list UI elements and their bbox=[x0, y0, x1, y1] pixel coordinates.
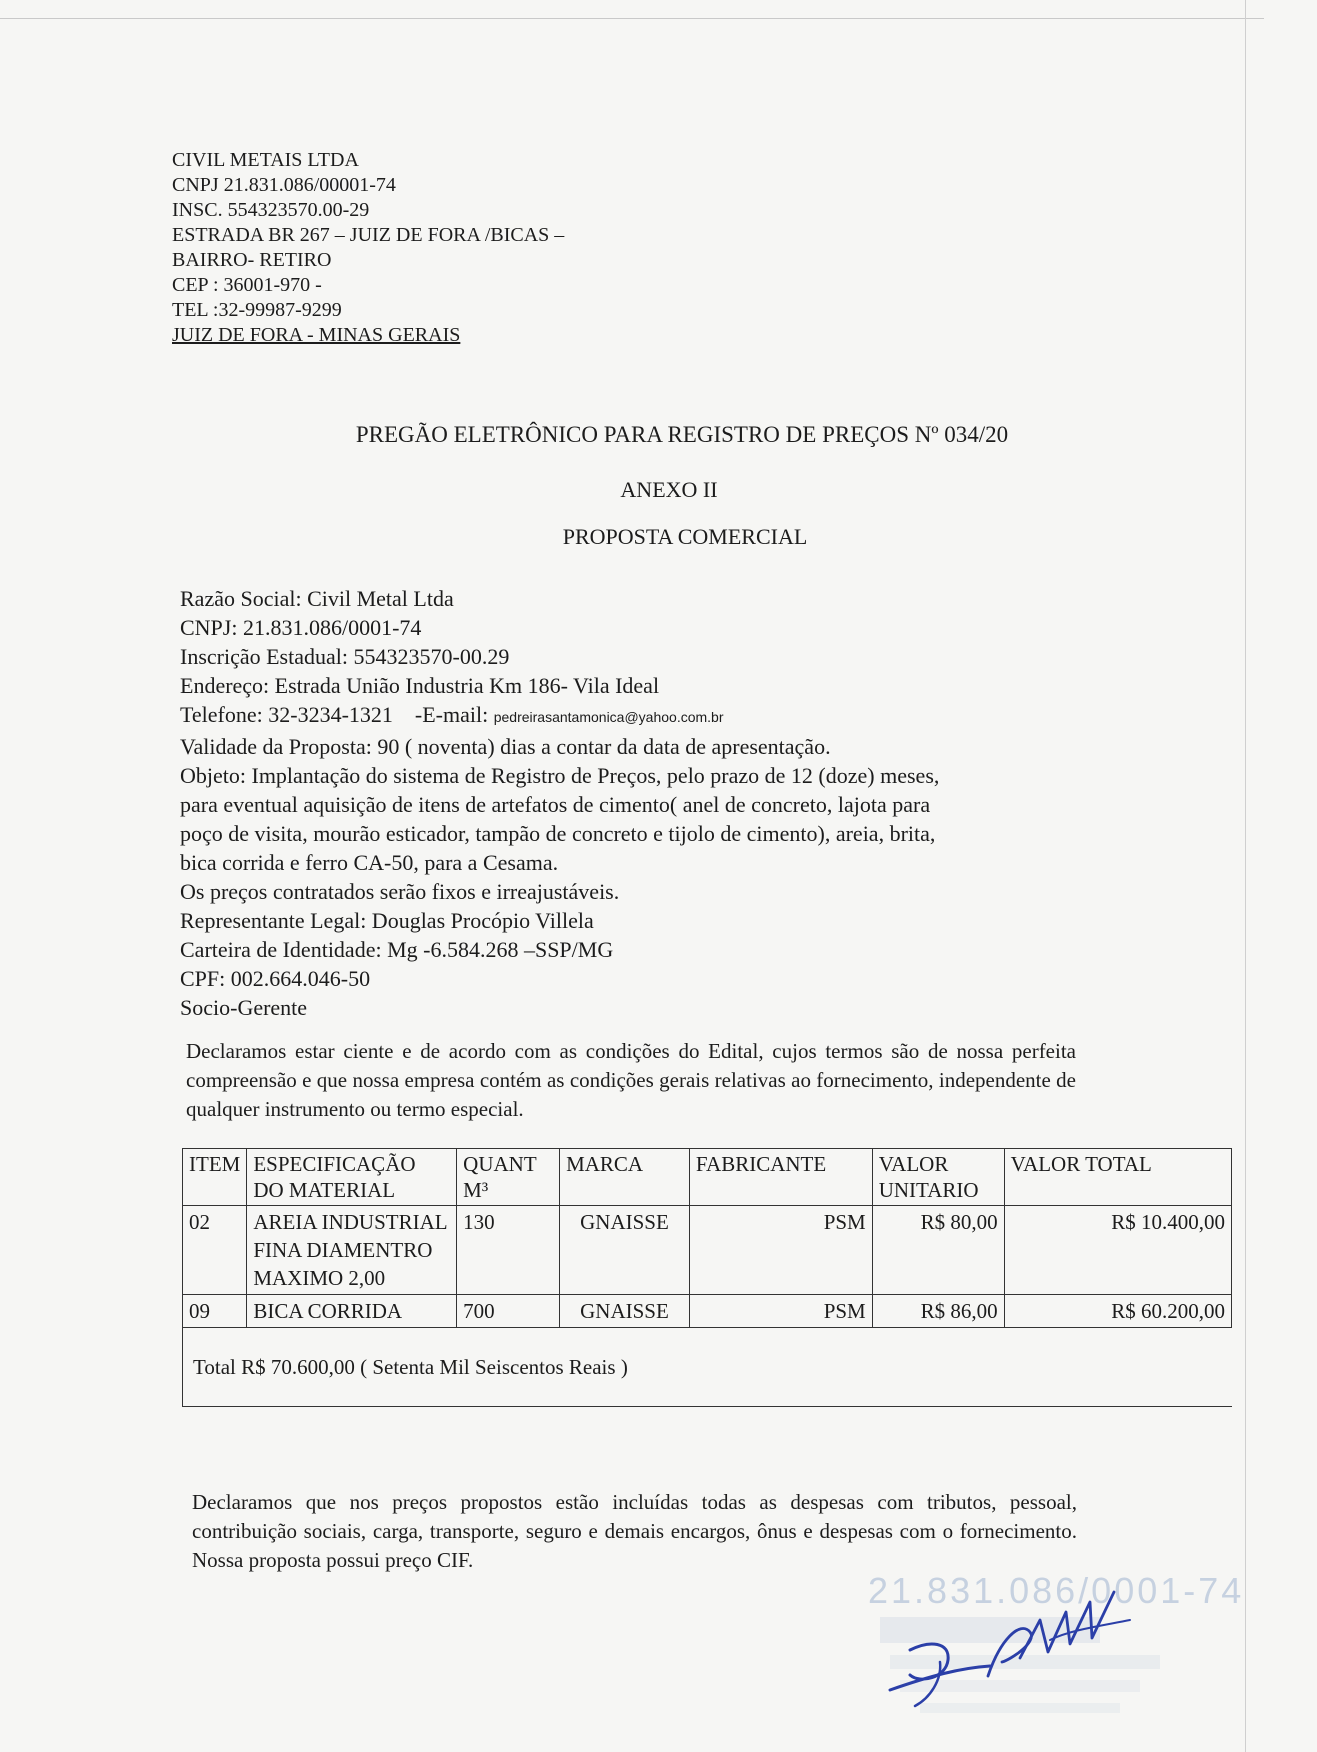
cell-valor-unitario: R$ 86,00 bbox=[872, 1295, 1004, 1328]
company-header bbox=[172, 148, 564, 348]
handwritten-signature bbox=[870, 1580, 1170, 1720]
company-cnpj: CNPJ 21.831.086/00001-74 bbox=[172, 174, 396, 196]
razao-social: Razão Social: Civil Metal Ltda bbox=[180, 586, 454, 611]
endereco: Endereço: Estrada União Industria Km 186- Vila Ideal bbox=[180, 673, 660, 698]
cargo: Socio-Gerente bbox=[180, 995, 308, 1020]
validade: Validade da Proposta: 90 ( noventa) dias a contar da data de apresentação. bbox=[180, 734, 831, 759]
cell-fabricante: PSM bbox=[689, 1206, 872, 1295]
table-row bbox=[183, 1206, 1232, 1295]
cell-fabricante: PSM bbox=[689, 1295, 872, 1328]
company-insc: INSC. 554323570.00-29 bbox=[172, 199, 370, 221]
col-header-marca: MARCA bbox=[560, 1149, 690, 1206]
proposal-details bbox=[180, 584, 1080, 1022]
objeto-line-4: bica corrida e ferro CA-50, para a Cesama. bbox=[180, 850, 559, 875]
carteira-identidade: Carteira de Identidade: Mg -6.584.268 –SSP/MG bbox=[180, 937, 614, 962]
col-header-quant: QUANT M³ bbox=[457, 1149, 560, 1206]
scan-top-edge bbox=[0, 18, 1264, 19]
company-address: ESTRADA BR 267 – JUIZ DE FORA /BICAS – bbox=[172, 224, 565, 246]
objeto-line-1: Objeto: Implantação do sistema de Registro de Preços, pelo prazo de 12 (doze) meses, bbox=[180, 763, 940, 788]
objeto-line-2: para eventual aquisição de itens de artefatos de cimento( anel de concreto, lajota para bbox=[180, 792, 931, 817]
company-city: JUIZ DE FORA - MINAS GERAIS bbox=[172, 324, 461, 346]
company-cep: CEP : 36001-970 - bbox=[172, 274, 322, 296]
cell-item: 02 bbox=[183, 1206, 247, 1295]
contact-line bbox=[180, 700, 1080, 732]
col-header-valor-unitario: VALOR UNITARIO bbox=[872, 1149, 1004, 1206]
email-address: pedreirasantamonica@yahoo.com.br bbox=[493, 709, 724, 725]
cell-quant: 130 bbox=[457, 1206, 560, 1295]
cell-quant: 700 bbox=[457, 1295, 560, 1328]
cell-especificacao: BICA CORRIDA bbox=[247, 1295, 457, 1328]
precos-fixos: Os preços contratados serão fixos e irreajustáveis. bbox=[180, 879, 620, 904]
items-table bbox=[182, 1148, 1232, 1407]
scan-right-edge bbox=[1245, 0, 1246, 1752]
cell-marca: GNAISSE bbox=[560, 1295, 690, 1328]
col-header-especificacao: ESPECIFICAÇÃO DO MATERIAL bbox=[247, 1149, 457, 1206]
svg-text:21.831.086/0001-74: 21.831.086/0001-74 bbox=[868, 1570, 1245, 1611]
final-declaration: Declaramos que nos preços propostos estão incluídas todas as despesas com tributos, pessoal, contribuição sociais, carga, transporte, seguro e demais encargos, ônus e despesas com o fornecimento. Nossa proposta possui preço CIF. bbox=[192, 1490, 1077, 1572]
proposal-title: PROPOSTA COMERCIAL bbox=[562, 524, 808, 549]
cell-item: 09 bbox=[183, 1295, 247, 1328]
table-row bbox=[183, 1295, 1232, 1328]
cnpj: CNPJ: 21.831.086/0001-74 bbox=[180, 615, 422, 640]
col-header-item: ITEM bbox=[183, 1149, 247, 1206]
inscricao-estadual: Inscrição Estadual: 554323570-00.29 bbox=[180, 644, 510, 669]
col-header-valor-total: VALOR TOTAL bbox=[1004, 1149, 1231, 1206]
table-header-row bbox=[183, 1149, 1232, 1206]
cell-valor-total: R$ 60.200,00 bbox=[1004, 1295, 1231, 1328]
cell-valor-total: R$ 10.400,00 bbox=[1004, 1206, 1231, 1295]
cell-valor-unitario: R$ 80,00 bbox=[872, 1206, 1004, 1295]
document-title: PREGÃO ELETRÔNICO PARA REGISTRO DE PREÇOS Nº 034/20 bbox=[355, 422, 1009, 447]
col-header-fabricante: FABRICANTE bbox=[689, 1149, 872, 1206]
email-label: -E-mail: bbox=[414, 702, 489, 727]
table-total-row bbox=[183, 1328, 1232, 1407]
representante-legal: Representante Legal: Douglas Procópio Villela bbox=[180, 908, 594, 933]
company-neighborhood: BAIRRO- RETIRO bbox=[172, 249, 332, 271]
company-name: CIVIL METAIS LTDA bbox=[172, 149, 359, 171]
cell-especificacao: AREIA INDUSTRIAL FINA DIAMENTRO MAXIMO 2,00 bbox=[247, 1206, 457, 1295]
annex-title: ANEXO II bbox=[620, 477, 718, 502]
total-amount: Total R$ 70.600,00 ( Setenta Mil Seiscentos Reais ) bbox=[183, 1328, 1232, 1407]
cell-marca: GNAISSE bbox=[560, 1206, 690, 1295]
declaration-paragraph: Declaramos estar ciente e de acordo com as condições do Edital, cujos termos são de nossa perfeita compreensão e que nossa empresa contém as condições gerais relativas ao fornecimento, independente de qualquer instrumento ou termo especial. bbox=[186, 1039, 1076, 1121]
cpf: CPF: 002.664.046-50 bbox=[180, 966, 371, 991]
objeto-line-3: poço de visita, mourão esticador, tampão de concreto e tijolo de cimento), areia, brita, bbox=[180, 821, 936, 846]
company-phone: TEL :32-99987-9299 bbox=[172, 299, 342, 321]
telefone: Telefone: 32-3234-1321 bbox=[180, 702, 393, 727]
